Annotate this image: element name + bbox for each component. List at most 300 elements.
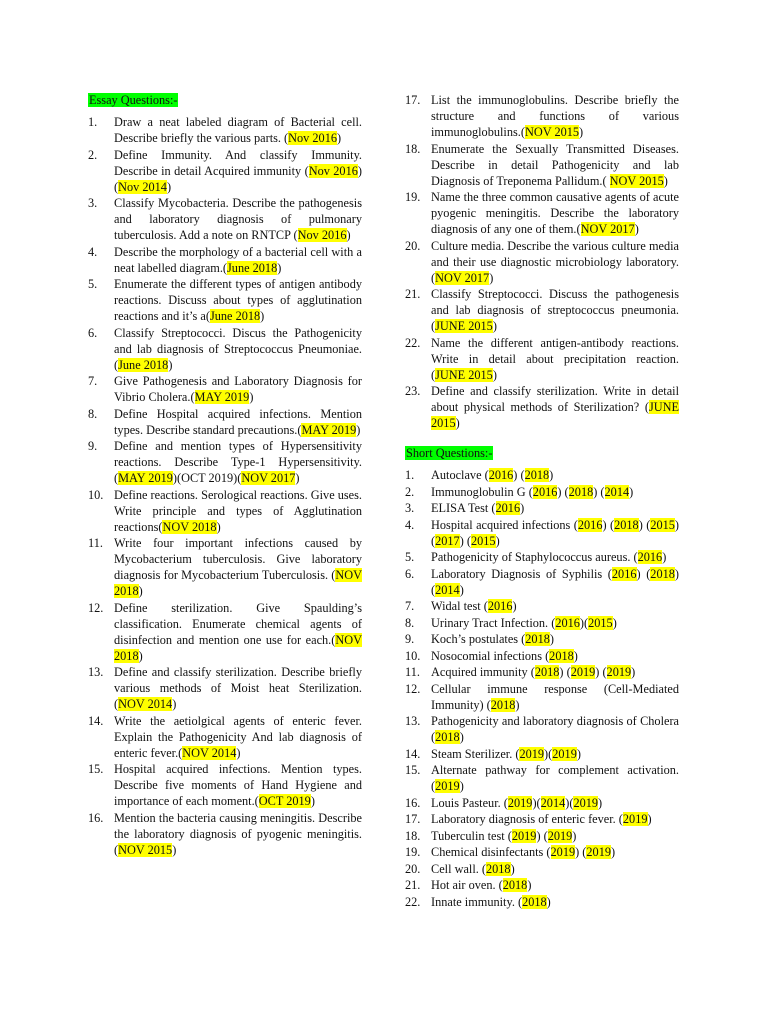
exam-date-highlight: 2019 xyxy=(622,812,648,826)
question-text-segment: ) xyxy=(631,665,636,679)
question-number: 6. xyxy=(88,325,98,340)
question-number: 17. xyxy=(405,93,421,107)
question-text-segment: Define Hospital acquired infections. Mention types. Describe standard precautions.( xyxy=(114,406,362,437)
question-text-segment: ) xyxy=(346,228,351,242)
question-number: 6. xyxy=(405,566,415,581)
exam-date-highlight: 2016 xyxy=(487,599,513,613)
question-text-segment: )( xyxy=(544,746,553,761)
question-text xyxy=(431,844,679,860)
exam-date-highlight: NOV 2014 xyxy=(182,745,237,760)
question-number: 19. xyxy=(405,190,421,204)
question-text-segment: ) xyxy=(546,894,551,909)
question-text-segment: ) xyxy=(277,260,282,275)
essay-question xyxy=(88,600,362,664)
question-text-segment: Describe the morphology of a bacterial cell with a neat labelled diagram.( xyxy=(114,244,362,275)
question-text-segment: ) xyxy=(236,745,241,760)
question-text xyxy=(431,713,679,745)
short-question xyxy=(405,795,679,811)
essay-question xyxy=(88,325,362,373)
question-text xyxy=(431,681,679,713)
question-text xyxy=(114,713,362,761)
question-text xyxy=(431,467,679,483)
question-text-segment: Write four important infections caused by Mycobacterium tuberculosis. Give laboratory diagnosis for Mycobacterium Tuberculosis. ( xyxy=(114,536,362,582)
exam-date-highlight: 2018 xyxy=(502,878,528,892)
question-text xyxy=(431,894,679,910)
question-text xyxy=(431,141,679,189)
short-question xyxy=(405,828,679,844)
short-question xyxy=(405,484,679,500)
exam-date-highlight: 2018 xyxy=(485,861,511,876)
question-text-segment: Draw a neat labeled diagram of Bacterial cell. Describe briefly the various parts. ( xyxy=(114,115,362,145)
question-text xyxy=(114,244,362,276)
exam-date-highlight: June 2018 xyxy=(209,309,261,323)
question-text-segment: ) xyxy=(610,845,616,859)
essay-question xyxy=(405,238,679,286)
question-text xyxy=(114,438,362,486)
exam-date-highlight: NOV 2014 xyxy=(118,697,173,711)
question-text-segment: ) xyxy=(520,501,525,515)
question-number: 15. xyxy=(88,762,104,776)
exam-date-highlight: 2014 xyxy=(435,582,460,597)
essay-question xyxy=(405,189,679,237)
question-number: 2. xyxy=(88,147,98,162)
question-text-segment: Alternate pathway for complement activation. ( xyxy=(431,763,679,793)
question-text xyxy=(114,487,362,535)
short-question xyxy=(405,549,679,565)
question-text-segment: ) ( xyxy=(536,828,548,843)
essay-heading-text: Essay Questions:- xyxy=(89,93,178,107)
question-text-segment: ) xyxy=(138,648,143,663)
question-text-segment: List the immunoglobulins. Describe briefly the structure and functions of various immunoglobulins.( xyxy=(431,93,679,139)
essay-question xyxy=(405,92,679,140)
question-text-segment: ) ( xyxy=(459,533,471,548)
short-question xyxy=(405,762,679,794)
exam-date-highlight: NOV 2015 xyxy=(609,173,664,188)
question-text-segment: ) xyxy=(455,416,460,430)
question-text-segment: Immunoglobulin G ( xyxy=(431,484,533,499)
question-text-segment: ) xyxy=(510,861,515,876)
short-question xyxy=(405,844,679,860)
short-question xyxy=(405,615,679,631)
exam-date-highlight: 2019 xyxy=(606,665,632,679)
question-text-segment: ) xyxy=(612,615,617,630)
essay-question xyxy=(88,713,362,761)
exam-date-highlight: MAY 2019 xyxy=(301,422,357,437)
exam-date-highlight: 2018 xyxy=(650,566,675,581)
exam-date-highlight: Nov 2016 xyxy=(288,131,338,145)
essay-question xyxy=(88,406,362,438)
question-text-segment: )( xyxy=(565,795,574,810)
question-text-segment: ) ( xyxy=(431,566,679,597)
exam-date-highlight: 2018 xyxy=(490,697,516,712)
exam-date-highlight: 2015 xyxy=(588,615,613,630)
question-text-segment: ) xyxy=(492,319,497,333)
question-number: 12. xyxy=(405,681,421,696)
question-text xyxy=(431,631,679,647)
question-text-segment: ) xyxy=(172,842,177,857)
question-text-segment: Enumerate the Sexually Transmitted Diseases. Describe in detail Pathogenicity and lab Diagnosis of Treponema Pallidum.( xyxy=(431,141,679,188)
question-text-segment: ) xyxy=(527,878,532,892)
question-number: 21. xyxy=(405,287,421,301)
essay-question-list-right xyxy=(405,92,679,431)
question-text-segment: Koch’s postulates ( xyxy=(431,632,526,646)
exam-date-highlight: 2016 xyxy=(577,517,603,532)
question-text-segment: Culture media. Describe the various culture media and their use diagnostic microbiology laboratory.( xyxy=(431,238,679,285)
question-text-segment: Nosocomial infections ( xyxy=(431,648,550,663)
question-number: 20. xyxy=(405,861,421,876)
exam-date-highlight: 2018 xyxy=(522,894,547,909)
question-text-segment: Innate immunity. ( xyxy=(431,894,523,909)
question-number: 16. xyxy=(88,810,104,825)
exam-date-highlight: NOV 2017 xyxy=(435,270,490,285)
exam-date-highlight: JUNE 2015 xyxy=(435,367,493,382)
question-text-segment: )( xyxy=(579,615,589,630)
question-text-segment: Steam Sterilizer. ( xyxy=(431,746,520,761)
exam-date-highlight: 2018 xyxy=(614,517,639,532)
short-question xyxy=(405,467,679,483)
question-text xyxy=(114,535,362,599)
question-text-segment: ) ( xyxy=(636,566,651,581)
question-number: 12. xyxy=(88,600,104,615)
question-text-segment: ) xyxy=(172,697,177,711)
exam-date-highlight: JUNE 2015 xyxy=(431,400,679,430)
question-text xyxy=(114,810,362,858)
exam-date-highlight: 2018 xyxy=(568,484,594,499)
exam-date-highlight: 2019 xyxy=(570,665,596,679)
question-number: 3. xyxy=(88,196,98,210)
question-text-segment: Pathogenicity and laboratory diagnosis of Cholera ( xyxy=(431,714,679,744)
question-text-segment: Define Immunity. And classify Immunity. Describe in detail Acquired immunity ( xyxy=(114,147,362,178)
question-text-segment: Enumerate the different types of antigen antibody reactions. Discuss about types of agglutination reactions and it’s a( xyxy=(114,277,362,323)
short-question xyxy=(405,894,679,910)
short-question xyxy=(405,566,679,598)
short-question xyxy=(405,664,679,680)
question-text xyxy=(431,664,679,680)
question-text-segment: Classify Streptococci. Discus the Pathogenicity and lab diagnosis of Streptococcus Pneumoniae. ( xyxy=(114,325,362,372)
exam-date-highlight: 2015 xyxy=(650,517,675,532)
question-text xyxy=(431,795,679,811)
question-text-segment: Urinary Tract Infection. ( xyxy=(431,615,556,630)
question-text-segment: ) xyxy=(249,390,254,404)
question-text xyxy=(431,648,679,664)
question-text xyxy=(114,276,362,324)
question-text-segment: )( xyxy=(532,795,541,810)
question-number: 1. xyxy=(88,115,98,129)
question-text-segment: ) ( xyxy=(593,484,605,499)
exam-date-highlight: JUNE 2015 xyxy=(435,319,493,333)
exam-date-highlight: 2018 xyxy=(534,665,560,679)
question-text-segment: Pathogenicity of Staphylococcus aureus. ( xyxy=(431,550,638,564)
exam-date-highlight: 2019 xyxy=(586,845,611,859)
question-text xyxy=(431,484,679,500)
question-text-segment: ) xyxy=(573,648,578,663)
question-text xyxy=(114,373,362,405)
question-text-segment: ) xyxy=(662,550,667,564)
exam-date-highlight: NOV 2015 xyxy=(524,125,580,139)
question-text-segment: Hot air oven. ( xyxy=(431,878,503,892)
question-text-segment: ) xyxy=(495,533,500,548)
question-text xyxy=(431,566,679,598)
exam-date-highlight: 2018 xyxy=(549,648,574,663)
question-text-segment: ) xyxy=(663,173,668,188)
question-text-segment: ) xyxy=(459,779,464,793)
question-text xyxy=(114,600,362,664)
question-number: 16. xyxy=(405,795,421,810)
question-number: 4. xyxy=(88,244,98,259)
question-text-segment: Hospital acquired infections ( xyxy=(431,517,578,532)
essay-question xyxy=(88,810,362,858)
question-text-segment: ) ( xyxy=(638,517,651,532)
exam-date-highlight: 2018 xyxy=(524,468,550,482)
question-text xyxy=(114,664,362,712)
question-text-segment: ) xyxy=(216,519,221,534)
short-question xyxy=(405,746,679,762)
short-question xyxy=(405,648,679,664)
question-text-segment: ) ( xyxy=(575,845,587,859)
short-question xyxy=(405,681,679,713)
question-text xyxy=(114,406,362,438)
exam-date-highlight: June 2018 xyxy=(227,260,278,275)
question-text-segment: ) xyxy=(549,468,554,482)
question-text xyxy=(431,517,679,549)
question-text-segment: ) xyxy=(310,794,315,808)
short-question xyxy=(405,500,679,516)
short-question xyxy=(405,877,679,893)
short-question xyxy=(405,598,679,614)
short-question xyxy=(405,811,679,827)
question-number: 13. xyxy=(405,714,421,728)
question-number: 8. xyxy=(88,406,98,421)
question-text xyxy=(431,877,679,893)
exam-date-highlight: 2019 xyxy=(435,779,460,793)
question-text-segment: Laboratory Diagnosis of Syphilis ( xyxy=(431,566,612,581)
question-text-segment: Define and classify sterilization. Describe briefly various methods of Moist heat Sterilization. ( xyxy=(114,665,362,711)
question-number: 11. xyxy=(88,536,103,550)
essay-question xyxy=(88,535,362,599)
question-text xyxy=(431,861,679,877)
question-text-segment: ) xyxy=(492,367,497,382)
essay-question xyxy=(88,664,362,712)
question-text xyxy=(431,189,679,237)
question-text-segment: ) ( xyxy=(557,484,569,499)
question-number: 18. xyxy=(405,828,421,843)
question-text-segment: Cell wall. ( xyxy=(431,861,486,876)
question-text xyxy=(431,615,679,631)
exam-date-highlight: 2016 xyxy=(555,615,580,630)
question-number: 9. xyxy=(88,439,98,453)
exam-date-highlight: 2019 xyxy=(511,828,537,843)
question-text-segment: Chemical disinfectants ( xyxy=(431,845,551,859)
exam-date-highlight: Nov 2016 xyxy=(308,163,358,178)
question-text xyxy=(431,549,679,565)
short-question-list xyxy=(405,467,679,910)
exam-date-highlight: 2019 xyxy=(547,828,573,843)
question-text xyxy=(114,195,362,243)
exam-date-highlight: 2015 xyxy=(470,533,496,548)
question-number: 21. xyxy=(405,878,421,892)
question-number: 2. xyxy=(405,484,415,499)
question-text-segment: )( xyxy=(114,163,362,194)
exam-date-highlight: 2016 xyxy=(611,566,637,581)
question-number: 10. xyxy=(88,487,104,502)
essay-question xyxy=(405,335,679,383)
exam-date-highlight: 2016 xyxy=(488,468,514,482)
exam-date-highlight: 2018 xyxy=(435,730,460,744)
question-text-segment: Give Pathogenesis and Laboratory Diagnosis for Vibrio Cholera.( xyxy=(114,374,362,404)
question-text-segment: ELISA Test ( xyxy=(431,501,496,515)
question-text-segment: )(OCT 2019)( xyxy=(172,471,242,485)
exam-date-highlight: NOV 2018 xyxy=(114,568,362,598)
question-text xyxy=(114,114,362,146)
exam-date-highlight: NOV 2017 xyxy=(580,222,635,236)
question-number: 22. xyxy=(405,335,421,350)
exam-date-highlight: OCT 2019 xyxy=(258,794,311,808)
question-number: 15. xyxy=(405,763,421,777)
question-text-segment: ) ( xyxy=(431,517,680,548)
exam-date-highlight: MAY 2019 xyxy=(194,390,250,404)
exam-date-highlight: 2017 xyxy=(435,533,460,548)
exam-date-highlight: MAY 2019 xyxy=(118,471,173,485)
question-text xyxy=(431,238,679,286)
question-text xyxy=(431,383,679,431)
question-text xyxy=(431,500,679,516)
question-text-segment: ) xyxy=(356,422,361,437)
exam-date-highlight: 2019 xyxy=(507,795,533,810)
question-text-segment: Classify Mycobacteria. Describe the pathogenesis and laboratory diagnosis of pulmonary tuberculosis. Add a note on RNTCP ( xyxy=(114,196,362,242)
question-number: 23. xyxy=(405,384,421,398)
question-text-segment: ) xyxy=(647,812,652,826)
question-text-segment: ) xyxy=(295,471,300,485)
question-text-segment: ) xyxy=(260,309,265,323)
question-text-segment: ) xyxy=(629,484,634,499)
question-text-segment: ) ( xyxy=(513,468,525,482)
right-column xyxy=(405,92,679,910)
question-text xyxy=(431,746,679,762)
exam-date-highlight: 2014 xyxy=(604,484,630,499)
question-text-segment: Mention the bacteria causing meningitis. Describe the laboratory diagnosis of pyogenic meningitis.( xyxy=(114,810,362,857)
question-text-segment: Define reactions. Serological reactions. Give uses. Write principle and types of Agglutination reactions( xyxy=(114,487,362,534)
essay-question xyxy=(88,276,362,324)
exam-date-highlight: 2014 xyxy=(540,795,566,810)
question-text-segment: Hospital acquired infections. Mention types. Describe five moments of Hand Hygiene and importance of each moment.( xyxy=(114,762,362,808)
question-text xyxy=(431,828,679,844)
question-text-segment: ) xyxy=(572,828,577,843)
essay-question xyxy=(88,114,362,146)
exam-date-highlight: June 2018 xyxy=(118,357,169,372)
question-number: 5. xyxy=(405,550,415,564)
question-text-segment: ) xyxy=(598,795,603,810)
exam-date-highlight: 2019 xyxy=(550,845,576,859)
exam-date-highlight: 2016 xyxy=(637,550,663,564)
question-number: 4. xyxy=(405,517,415,532)
question-number: 8. xyxy=(405,615,415,630)
question-text-segment: ) xyxy=(337,131,342,145)
question-text-segment: Classify Streptococci. Discuss the pathogenesis and lab diagnosis of streptococcus pneumonia. ( xyxy=(431,287,679,333)
exam-date-highlight: NOV 2018 xyxy=(162,519,217,534)
essay-question xyxy=(88,761,362,809)
exam-date-highlight: 2016 xyxy=(495,501,521,515)
exam-date-highlight: 2019 xyxy=(573,795,599,810)
question-text-segment: Name the three common causative agents of acute pyogenic meningitis. Describe the laboratory diagnosis of any one of them.( xyxy=(431,190,679,236)
question-text xyxy=(114,147,362,195)
question-text-segment: Define and classify sterilization. Write in detail about physical methods of Sterilization? ( xyxy=(431,384,679,414)
question-text-segment: Laboratory diagnosis of enteric fever. ( xyxy=(431,812,623,826)
question-number: 22. xyxy=(405,894,421,909)
essay-question xyxy=(88,147,362,195)
exam-date-highlight: Nov 2014 xyxy=(118,179,167,194)
question-text-segment: ) xyxy=(549,632,554,646)
short-questions-heading xyxy=(405,445,679,461)
exam-date-highlight: 2019 xyxy=(552,746,577,761)
question-number: 3. xyxy=(405,501,415,515)
question-number: 1. xyxy=(405,468,415,482)
exam-date-highlight: Nov 2016 xyxy=(297,228,347,242)
question-text-segment: ) ( xyxy=(602,517,615,532)
question-text-segment: ) xyxy=(459,730,464,744)
essay-question-list-left xyxy=(88,114,362,858)
question-text xyxy=(431,335,679,383)
question-number: 10. xyxy=(405,648,421,663)
question-text xyxy=(431,92,679,140)
question-number: 5. xyxy=(88,277,98,291)
essay-question xyxy=(405,141,679,189)
question-text-segment: Define and mention types of Hypersensitivity reactions. Describe Type-1 Hypersensitivity. ( xyxy=(114,439,362,485)
essay-question xyxy=(405,383,679,431)
essay-question xyxy=(405,286,679,334)
question-number: 7. xyxy=(88,374,98,388)
question-text-segment: Name the different antigen-antibody reactions. Write in detail about precipitation reaction. ( xyxy=(431,335,679,382)
short-question xyxy=(405,861,679,877)
question-text-segment: Louis Pasteur. ( xyxy=(431,795,508,810)
question-text-segment: ) xyxy=(138,584,143,598)
essay-question xyxy=(88,244,362,276)
question-number: 18. xyxy=(405,141,421,156)
question-number: 14. xyxy=(88,713,104,728)
question-text-segment: ) xyxy=(459,582,464,597)
question-number: 11. xyxy=(405,665,420,679)
question-number: 20. xyxy=(405,238,421,253)
question-text-segment: ) xyxy=(168,357,173,372)
exam-date-highlight: 2019 xyxy=(519,746,545,761)
exam-date-highlight: NOV 2018 xyxy=(114,632,362,663)
question-text-segment: Cellular immune response (Cell-Mediated Immunity) ( xyxy=(431,681,679,712)
question-text-segment: Autoclave ( xyxy=(431,468,489,482)
exam-date-highlight: 2018 xyxy=(525,632,550,646)
question-text-segment: ) xyxy=(166,179,172,194)
short-question xyxy=(405,517,679,549)
question-text-segment: Acquired immunity ( xyxy=(431,665,535,679)
question-number: 14. xyxy=(405,746,421,761)
question-number: 9. xyxy=(405,632,415,646)
left-column xyxy=(88,92,362,858)
question-text-segment: Tuberculin test ( xyxy=(431,828,512,843)
essay-question xyxy=(88,195,362,243)
exam-date-highlight: 2016 xyxy=(532,484,558,499)
question-text-segment: ) xyxy=(576,746,581,761)
question-text-segment: Define sterilization. Give Spaulding’s classification. Enumerate chemical agents of disinfection and mention one use for each.( xyxy=(114,600,362,647)
question-text-segment: ) xyxy=(489,270,494,285)
essay-question xyxy=(88,438,362,486)
question-text-segment: ) ( xyxy=(595,665,607,679)
question-text-segment: Widal test ( xyxy=(431,599,488,613)
question-text xyxy=(431,286,679,334)
question-text-segment: ) xyxy=(515,697,520,712)
question-text xyxy=(114,325,362,373)
question-text xyxy=(431,811,679,827)
question-text-segment: ) ( xyxy=(559,665,571,679)
exam-date-highlight: NOV 2017 xyxy=(241,471,296,485)
short-heading-text: Short Questions:- xyxy=(406,446,493,460)
